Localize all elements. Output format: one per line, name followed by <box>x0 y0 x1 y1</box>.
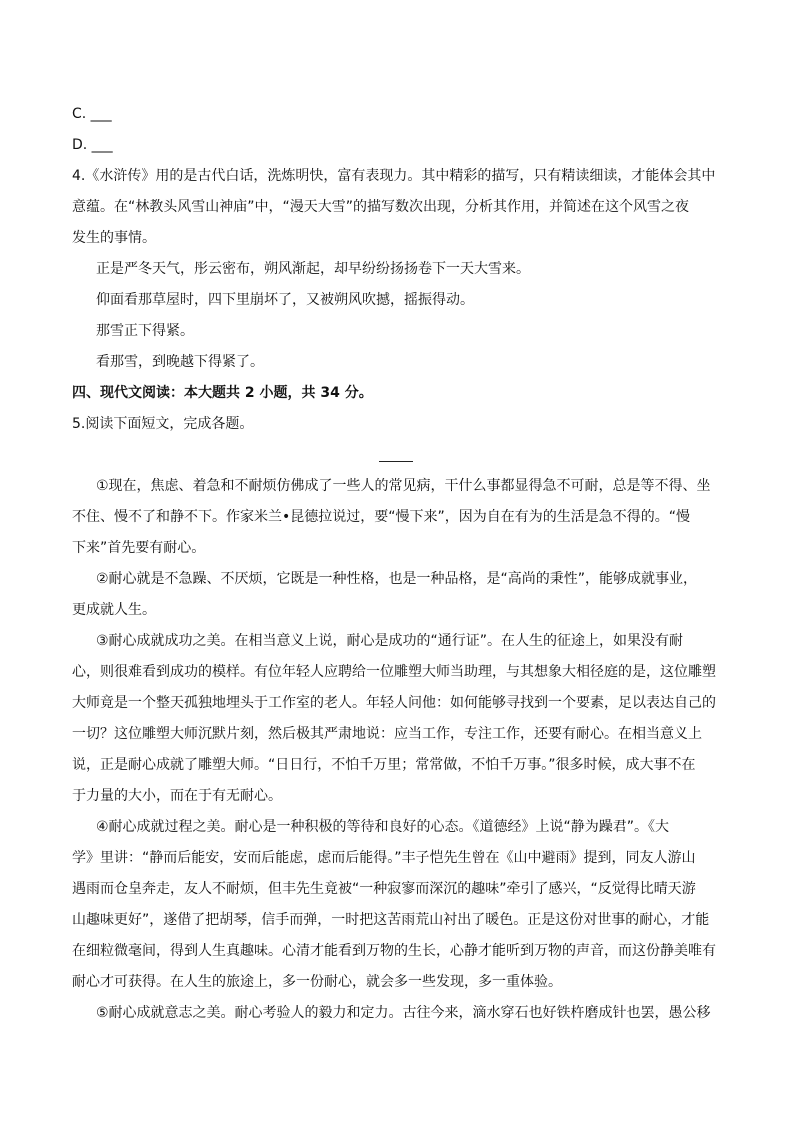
question4-prompt-line: 意蕴。在“林教头风雪山神庙”中，“漫天大雪”的描写数次出现，分析其作用，并简述在这个风雪之夜 <box>72 199 690 215</box>
article-line: 大师竟是一个整天孤独地埋头于工作室的老人。年轻人问他：如何能够寻找到一个要素，足以表达自己的 <box>72 695 716 711</box>
article-line: 心，则很难看到成功的模样。有位年轻人应聘给一位雕塑大师当助理，与其想象大相径庭的是，这位雕塑 <box>72 664 716 680</box>
article-line: ⑤耐心成就意志之美。耐心考验人的毅力和定力。古往今来，滴水穿石也好铁杵磨成针也罢，愚公移 <box>96 1005 711 1021</box>
article-line: 耐心才可获得。在人生的旅途上，多一份耐心，就会多一些发现，多一重体验。 <box>72 974 562 990</box>
option-d: D. ___ <box>72 137 113 153</box>
article-line: 一切？这位雕塑大师沉默片刻，然后极其严肃地说：应当工作，专注工作，还要有耐心。在相当意义上 <box>72 726 702 742</box>
section-heading: 四、现代文阅读：本大题共 2 小题，共 34 分。 <box>72 385 373 401</box>
article-line: ④耐心成就过程之美。耐心是一种积极的等待和良好的心态。《道德经》上说“静为躁君”。《大 <box>96 819 670 835</box>
article-line: 在细粒微毫间，得到人生真趣味。心清才能看到万物的生长，心静才能听到万物的声音，而这份静美唯有 <box>72 943 716 959</box>
article-line: ③耐心成就成功之美。在相当意义上说，耐心是成功的“通行证”。在人生的征途上，如果没有耐 <box>96 633 684 649</box>
article-line: 山趣味更好”，遂借了把胡琴，信手而弹，一时把这苦雨荒山衬出了暖色。正是这份对世事的耐心，才能 <box>72 912 710 928</box>
option-c: C. ___ <box>72 106 112 122</box>
question5-prompt: 5.阅读下面短文，完成各题。 <box>72 416 254 432</box>
title-blank-line <box>379 461 413 462</box>
article-line: 于力量的大小，而在于有无耐心。 <box>72 788 282 804</box>
quote-line: 看那雪，到晚越下得紧了。 <box>96 354 264 370</box>
article-line: 不住、慢不了和静不下。作家米兰•昆德拉说过，要“慢下来”，因为自在有为的生活是急不得的。“慢 <box>72 509 691 525</box>
article-line: 更成就人生。 <box>72 602 156 618</box>
article-line: ②耐心就是不急躁、不厌烦，它既是一种性格，也是一种品格，是“高尚的秉性”，能够成就事业， <box>96 571 698 587</box>
quote-line: 正是严冬天气，彤云密布，朔风渐起，却早纷纷扬扬卷下一天大雪来。 <box>96 261 530 277</box>
question4-prompt-line: 4.《水浒传》用的是古代白话，洗炼明快，富有表现力。其中精彩的描写，只有精读细读，才能体会其中 <box>72 168 716 184</box>
article-line: ①现在，焦虑、着急和不耐烦仿佛成了一些人的常见病，干什么事都显得急不可耐，总是等不得、坐 <box>96 478 711 494</box>
article-line: 说，正是耐心成就了雕塑大师。“日日行，不怕千万里；常常做，不怕千万事。”很多时候，成大事不在 <box>72 757 696 773</box>
article-line: 遇雨而仓皇奔走，友人不耐烦，但丰先生竟被“一种寂寥而深沉的趣味”牵引了感兴，“反觉得比晴天游 <box>72 881 696 897</box>
article-line: 学》里讲：“静而后能安，安而后能虑，虑而后能得。”丰子恺先生曾在《山中避雨》提到，同友人游山 <box>72 850 696 866</box>
quote-line: 那雪正下得紧。 <box>96 323 194 339</box>
question4-prompt-line: 发生的事情。 <box>72 230 156 246</box>
quote-line: 仰面看那草屋时，四下里崩坏了，又被朔风吹撼，摇振得动。 <box>96 292 474 308</box>
article-line: 下来”首先要有耐心。 <box>72 540 206 556</box>
